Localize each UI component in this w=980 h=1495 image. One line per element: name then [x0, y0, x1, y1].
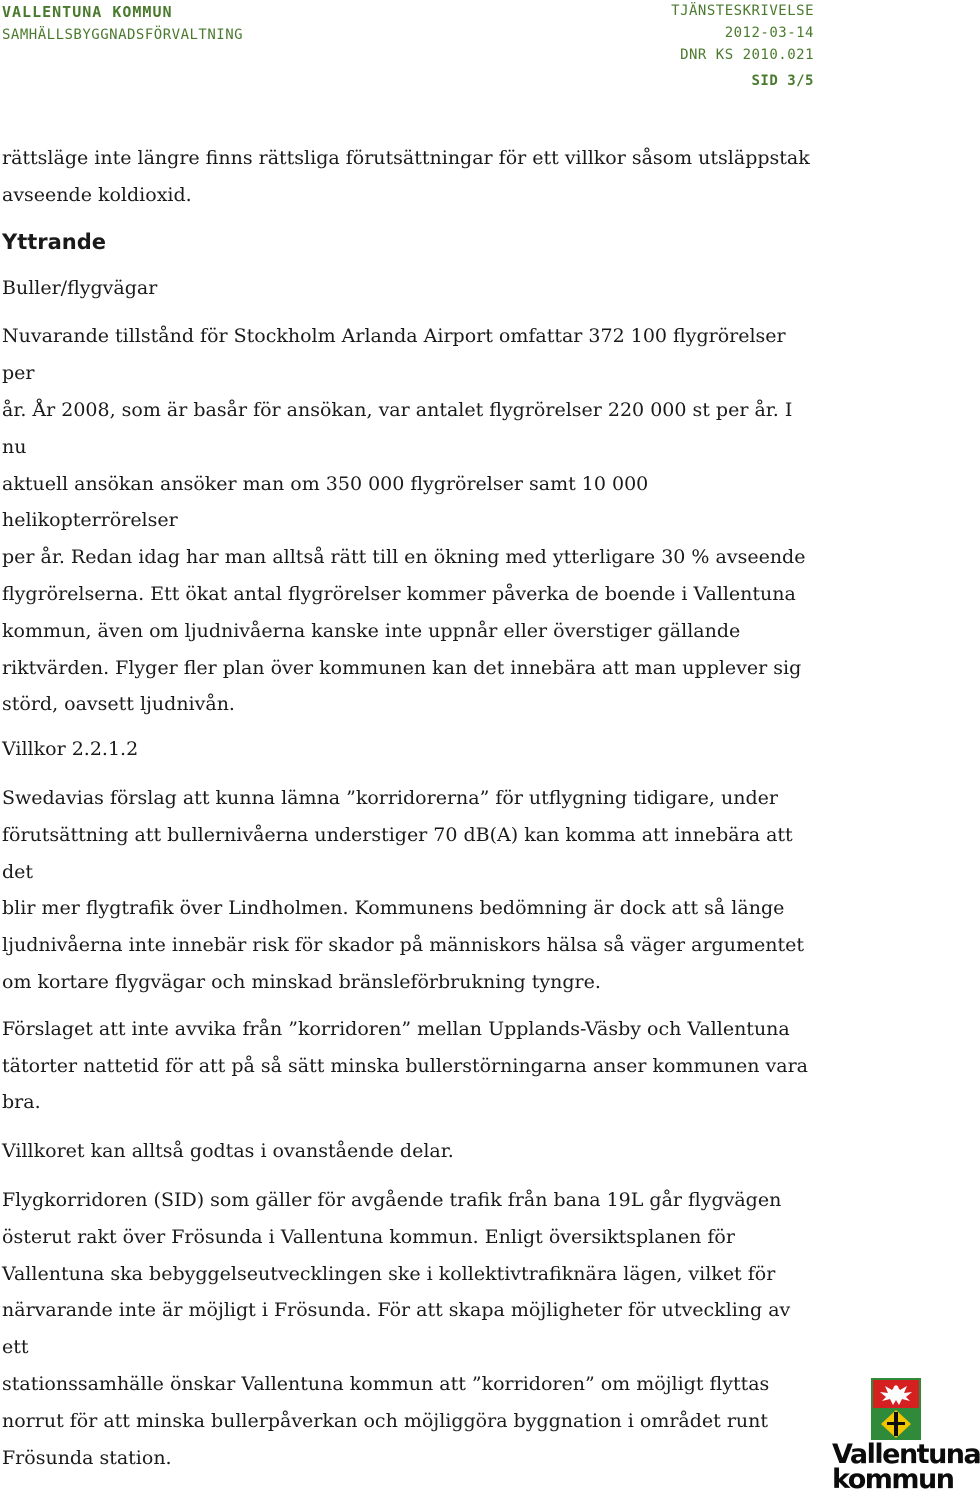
- vallentuna-coat-of-arms-icon: [871, 1378, 921, 1440]
- header-left: [2, 0, 243, 46]
- text-line: kommun, även om ljudnivåerna kanske inte uppnår eller överstiger gällande: [2, 619, 741, 642]
- text-line: bra.: [2, 1091, 41, 1114]
- text-line: Nuvarande tillstånd för Stockholm Arlanda Airport omfattar 372 100 flygrörelser per: [2, 325, 786, 385]
- organization-name: VALLENTUNA KOMMUN: [2, 3, 173, 21]
- text-line: österut rakt över Frösunda i Vallentuna kommun. Enligt översiktsplanen för: [2, 1225, 735, 1248]
- document-date: 2012-03-14: [724, 25, 814, 41]
- text-line: riktvärden. Flyger fler plan över kommunen kan det innebära att man upplever sig: [2, 656, 802, 679]
- page-number: SID 3/5: [751, 73, 814, 89]
- text-line: ljudnivåerna inte innebär risk för skador på människors hälsa så väger argumentet: [2, 934, 804, 957]
- text-line: aktuell ansökan ansöker man om 350 000 flygrörelser samt 10 000 helikopterrörelser: [2, 472, 649, 532]
- text-line: om kortare flygvägar och minskad bränsleförbrukning tyngre.: [2, 970, 601, 993]
- condition-heading: Villkor 2.2.1.2: [2, 738, 139, 761]
- text-line: Frösunda station.: [2, 1446, 172, 1469]
- text-line: Flygkorridoren (SID) som gäller för avgående trafik från bana 19L går flygvägen: [2, 1188, 782, 1211]
- document-type: TJÄNSTESKRIVELSE: [671, 3, 814, 19]
- registration-number: DNR KS 2010.021: [680, 47, 814, 63]
- document-header: [0, 0, 960, 100]
- text-line: stationssamhälle önskar Vallentuna kommun att ”korridoren” om möjligt flyttas: [2, 1372, 770, 1395]
- paragraph-swedavia-proposal: [2, 780, 822, 1001]
- text-line: Förslaget att inte avvika från ”korridoren” mellan Upplands-Väsby och Vallentuna: [2, 1017, 790, 1040]
- text-line: närvarande inte är möjligt i Frösunda. För att skapa möjligheter för utveckling av ett: [2, 1299, 791, 1359]
- document-body: [2, 140, 822, 1476]
- text-line: per år. Redan idag har man alltså rätt till en ökning med ytterligare 30 % avseende: [2, 546, 806, 569]
- logo-text-line2: kommun: [832, 1464, 954, 1495]
- paragraph-corridor-proposal: [2, 1011, 822, 1121]
- text-line: Vallentuna ska bebyggelseutvecklingen ske i kollektivtrafiknära lägen, vilket för: [2, 1262, 776, 1285]
- text-line: Swedavias förslag att kunna lämna ”korridorerna” för utflygning tidigare, under: [2, 786, 778, 809]
- text-line: norrut för att minska bullerpåverkan och möjliggöra byggnation i området runt: [2, 1409, 769, 1432]
- text-line: förutsättning att bullernivåerna understiger 70 dB(A) kan komma att innebära att det: [2, 823, 793, 883]
- paragraph-flight-corridor: [2, 1182, 822, 1476]
- header-right: [671, 0, 814, 92]
- paragraph-noise-intro: [2, 318, 822, 723]
- text-line: tätorter nattetid för att på så sätt minska bullerstörningarna anser kommunen vara: [2, 1054, 808, 1077]
- section-heading: Yttrande: [2, 229, 107, 254]
- vallentuna-logo: [828, 1378, 980, 1495]
- paragraph-continuation: rättsläge inte längre finns rättsliga förutsättningar för ett villkor såsom utsläppstak avseende koldioxid.: [2, 147, 810, 206]
- text-line: störd, oavsett ljudnivån.: [2, 693, 235, 716]
- text-line: flygrörelserna. Ett ökat antal flygrörelser kommer påverka de boende i Vallentuna: [2, 582, 796, 605]
- paragraph-condition-approved: Villkoret kan alltså godtas i ovanstående delar.: [2, 1140, 454, 1163]
- text-line: år. År 2008, som är basår för ansökan, var antalet flygrörelser 220 000 st per år. I nu: [2, 398, 793, 458]
- section-subheading: Buller/flygvägar: [2, 276, 158, 299]
- department-name: SAMHÄLLSBYGGNADSFÖRVALTNING: [2, 27, 244, 43]
- text-line: blir mer flygtrafik över Lindholmen. Kommunens bedömning är dock att så länge: [2, 897, 785, 920]
- logo-text-line1: Vallentuna: [832, 1439, 980, 1470]
